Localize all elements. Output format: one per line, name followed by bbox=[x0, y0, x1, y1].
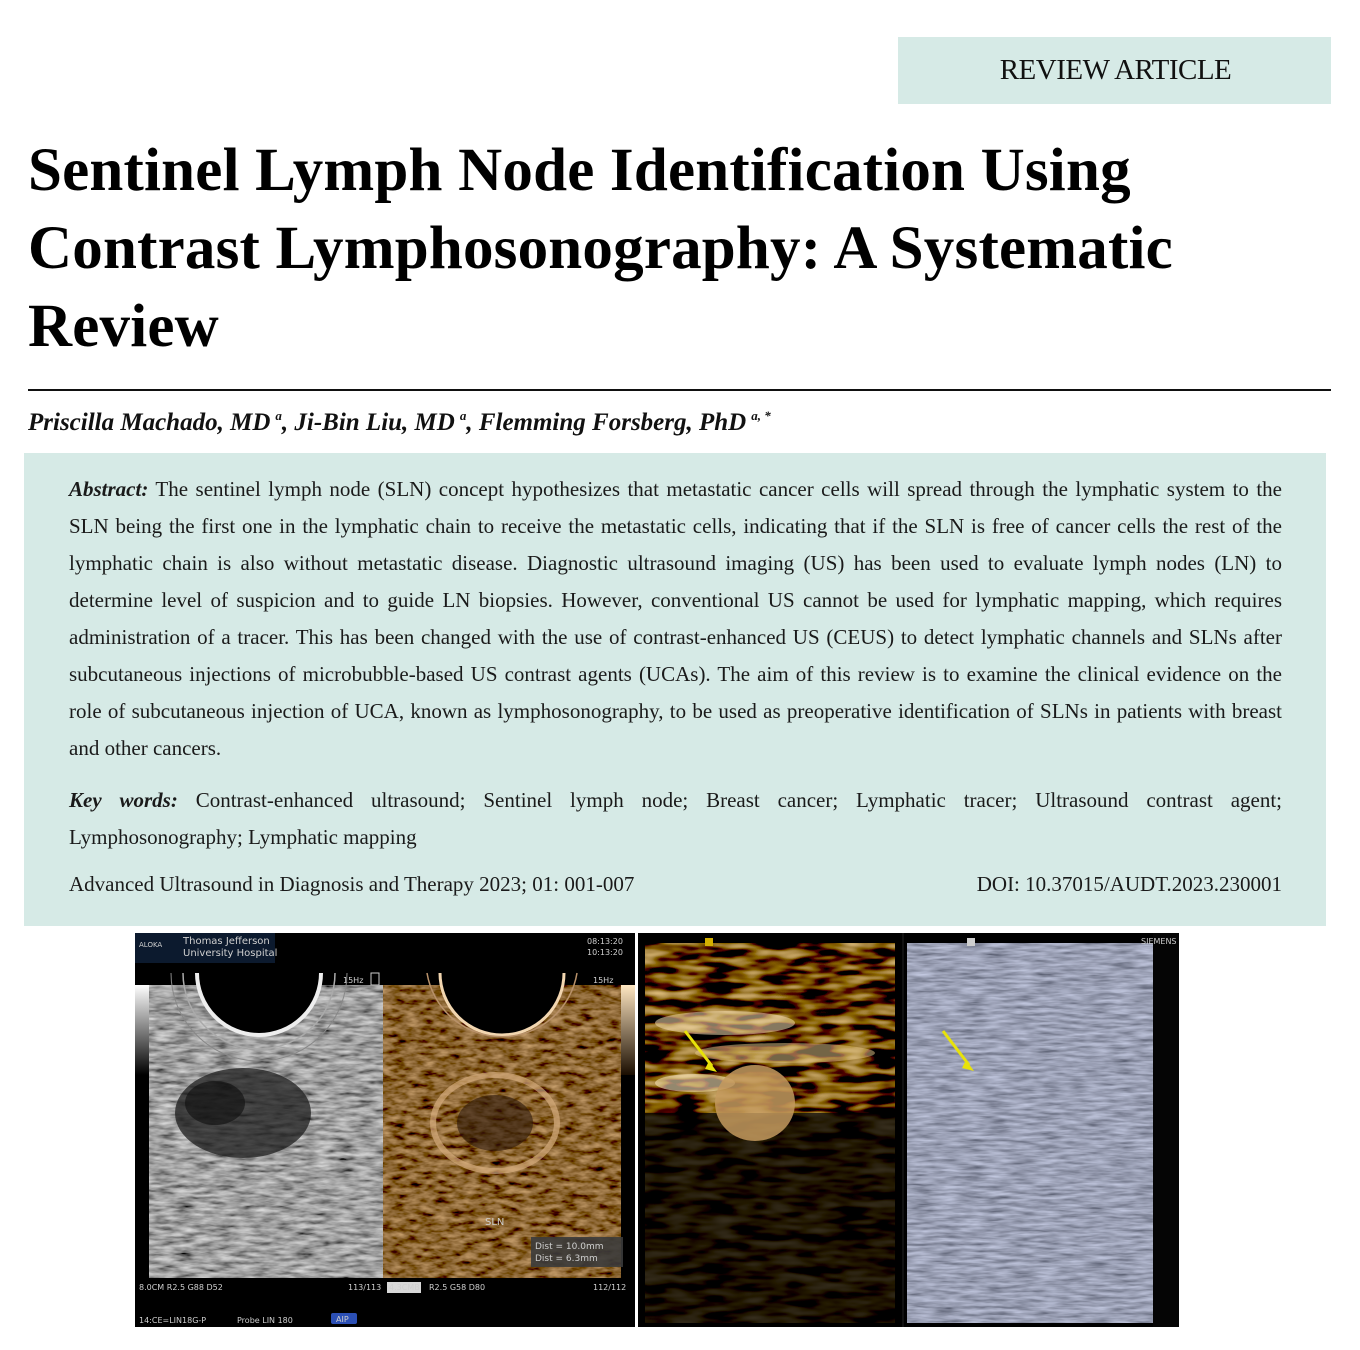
keywords-label: Key words: bbox=[69, 788, 178, 812]
abstract-box bbox=[24, 453, 1326, 926]
author-name: Priscilla Machado, MD bbox=[28, 409, 271, 436]
zoom-badge: 4.3CMB bbox=[389, 1283, 420, 1292]
abstract-paragraph bbox=[69, 471, 1282, 767]
settings-left: 8.0CM R2.5 G88 D52 bbox=[139, 1283, 223, 1292]
aip-badge: AIP bbox=[336, 1315, 349, 1324]
author-affiliation: a bbox=[275, 408, 282, 423]
keywords-paragraph bbox=[69, 782, 1282, 856]
journal-citation: Advanced Ultrasound in Diagnosis and Therapy 2023; 01: 001-007 bbox=[69, 872, 635, 896]
abstract-label: Abstract: bbox=[69, 477, 149, 501]
article-title: Sentinel Lymph Node Identification Using Contrast Lymphosonography: A Systematic Review bbox=[28, 137, 1173, 360]
sln-label: SLN bbox=[485, 1217, 505, 1228]
abstract-content bbox=[69, 471, 1282, 856]
keywords-text: Contrast-enhanced ultrasound; Sentinel lymph node; Breast cancer; Lymphatic tracer; Ultrasound contrast agent; Lymphosonography; Lymphatic mapping bbox=[69, 788, 1283, 849]
contrast-panel bbox=[638, 933, 902, 1327]
abstract-text: The sentinel lymph node (SLN) concept hypothesizes that metastatic cancer cells will spread through the lymphatic system to the SLN being the first one in the lymphatic chain to receive the metastatic cells, indicating that if the SLN is free of cancer cells the rest of the lymphatic chain is also without metastatic disease. Diagnostic ultrasound imaging (US) has been used to evaluate lymph nodes (LN) to determine level of suspicion and to guide LN biopsies. However, conventional US cannot be used for lymphatic mapping, which requires administration of a tracer. This has been changed with the use of contrast-enhanced US (CEUS) to detect lymphatic channels and SLNs after subcutaneous injections of microbubble-based US contrast agents (UCAs). The aim of this review is to examine the clinical evidence on the role of subcutaneous injection of UCA, known as lymphosonography, to be used as preoperative identification of SLNs in patients with breast and other cancers. bbox=[69, 477, 1283, 760]
author-affiliation: a, * bbox=[751, 408, 771, 423]
author-list: Priscilla Machado, MD $^a$, Ji-Bin Liu, MD $^a$, Flemming Forsberg, PhD $^{a, *}$ bbox=[28, 408, 771, 436]
settings-middle: R2.5 G58 D80 bbox=[429, 1283, 486, 1292]
time-stamp-2: 10:13:20 bbox=[587, 948, 623, 957]
probe-left: 14:CE=LIN18G-P bbox=[139, 1316, 207, 1325]
article-type-label: REVIEW ARTICLE bbox=[999, 54, 1232, 86]
title-divider bbox=[28, 389, 1331, 391]
frequency-left: 15Hz bbox=[343, 976, 364, 985]
bmode-panel bbox=[135, 933, 635, 1327]
hospital-line2: University Hospital bbox=[183, 948, 278, 959]
time-stamp-1: 08:13:20 bbox=[587, 937, 623, 946]
doi-link[interactable]: DOI: 10.37015/AUDT.2023.230001 bbox=[976, 872, 1282, 896]
author-name: Ji-Bin Liu, MD bbox=[294, 409, 455, 436]
article-type-badge bbox=[898, 37, 1331, 104]
ultrasound-images bbox=[135, 933, 1179, 1327]
probe-right: Probe LIN 180 bbox=[237, 1316, 293, 1325]
ultrasound-figure bbox=[135, 933, 1179, 1327]
distance-2: Dist = 6.3mm bbox=[535, 1254, 598, 1264]
bmode-comparison-panel bbox=[904, 933, 1179, 1327]
frequency-right: 15Hz bbox=[593, 976, 614, 985]
distance-1: Dist = 10.0mm bbox=[535, 1242, 604, 1252]
author-name: Flemming Forsberg, PhD bbox=[478, 409, 747, 436]
author-affiliation: a bbox=[459, 408, 467, 423]
citation-line bbox=[69, 872, 1282, 897]
vendor-label: SIEMENS bbox=[1141, 937, 1177, 946]
logo-mark: ALOKA bbox=[139, 941, 163, 949]
frame-counter-right: 112/112 bbox=[593, 1283, 627, 1292]
frame-counter-left: 113/113 bbox=[348, 1283, 382, 1292]
hospital-line1: Thomas Jefferson bbox=[183, 936, 270, 947]
